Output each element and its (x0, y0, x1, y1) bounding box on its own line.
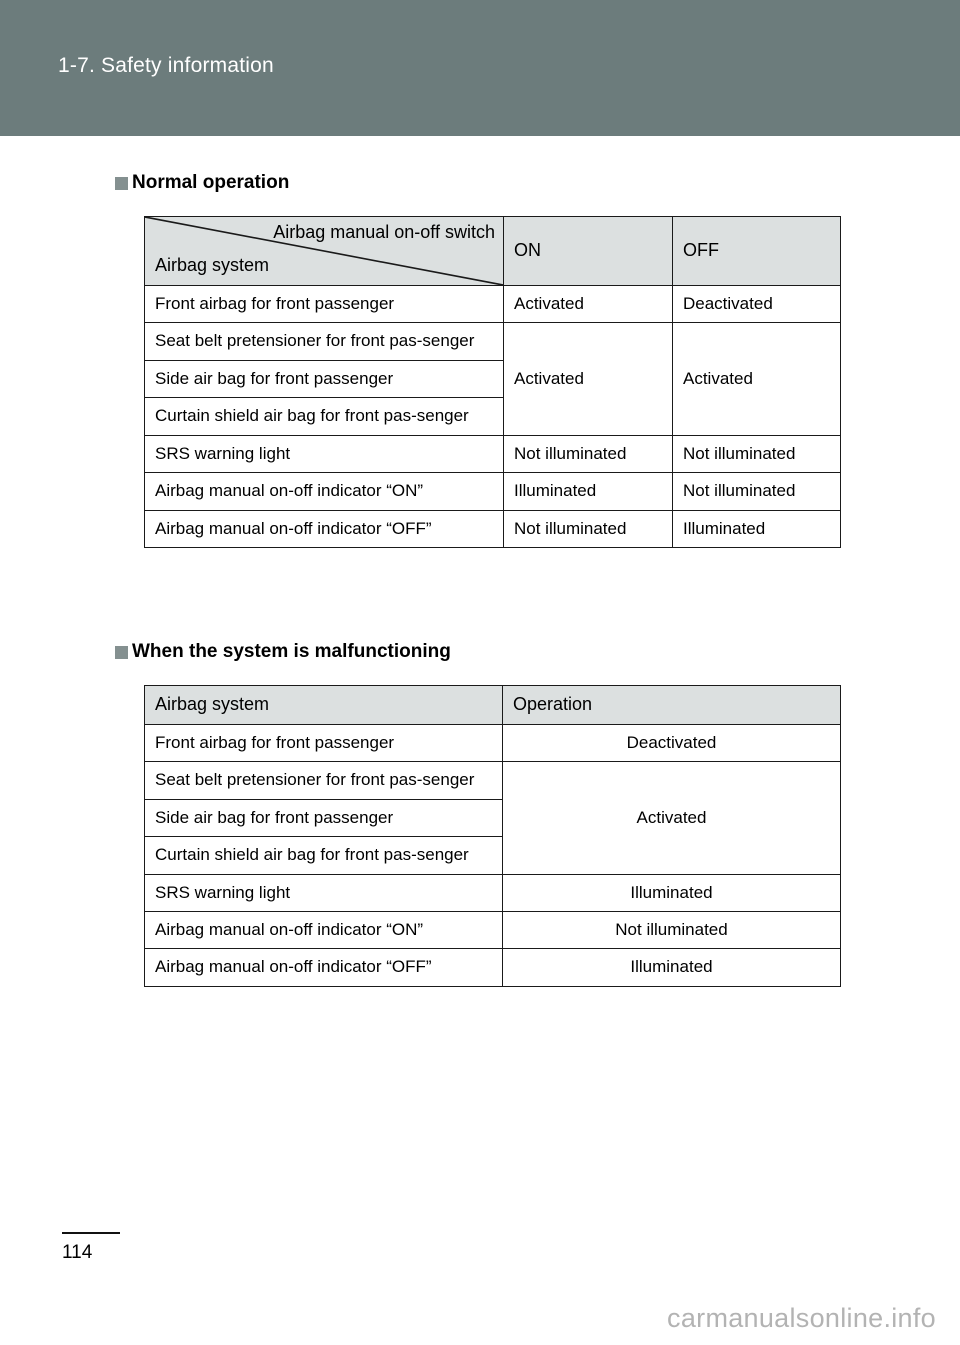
normal-operation-table (144, 216, 841, 548)
column-header-airbag-system: Airbag system (145, 686, 503, 725)
column-header-off: OFF (673, 217, 841, 286)
table-header-row (145, 686, 841, 725)
cell-on-merged: Activated (504, 323, 673, 435)
column-header-operation: Operation (503, 686, 841, 725)
cell-off-merged: Activated (673, 323, 841, 435)
row-label: Airbag manual on-off indicator “ON” (145, 911, 503, 948)
row-label: Airbag manual on-off indicator “OFF” (145, 510, 504, 547)
table-row (145, 724, 841, 761)
row-label: Airbag manual on-off indicator “OFF” (145, 949, 503, 986)
section-heading-label: Normal operation (132, 172, 290, 193)
row-label: Seat belt pretensioner for front pas-senger (145, 762, 503, 799)
cell-on: Activated (504, 286, 673, 323)
table-row (145, 510, 841, 547)
chapter-title: 1-7. Safety information (58, 54, 274, 77)
row-label: SRS warning light (145, 874, 503, 911)
row-label: SRS warning light (145, 435, 504, 472)
table-header-row (145, 217, 841, 286)
row-label: Side air bag for front passenger (145, 360, 504, 397)
table-row (145, 286, 841, 323)
cell-on: Not illuminated (504, 435, 673, 472)
page-number: 114 (62, 1242, 93, 1263)
cell-operation-merged: Activated (503, 762, 841, 874)
square-bullet-icon (115, 177, 128, 190)
table-row (145, 473, 841, 510)
row-label: Front airbag for front passenger (145, 724, 503, 761)
diagonal-corner-header-cell (145, 217, 504, 286)
cell-off: Deactivated (673, 286, 841, 323)
section-heading-malfunction (115, 641, 451, 663)
row-label: Airbag manual on-off indicator “ON” (145, 473, 504, 510)
section-heading-normal-operation (115, 172, 289, 194)
table-row (145, 323, 841, 360)
column-header-on: ON (504, 217, 673, 286)
table-row (145, 762, 841, 799)
footer-divider (62, 1232, 120, 1234)
cell-operation: Illuminated (503, 874, 841, 911)
section-heading-label: When the system is malfunctioning (132, 641, 451, 662)
cell-off: Illuminated (673, 510, 841, 547)
cell-off: Not illuminated (673, 435, 841, 472)
chapter-band (0, 0, 960, 136)
corner-bottom-label: Airbag system (155, 255, 270, 276)
corner-top-label: Airbag manual on-off switch (273, 222, 495, 242)
row-label: Curtain shield air bag for front pas-senger (145, 837, 503, 874)
cell-operation: Deactivated (503, 724, 841, 761)
table-row (145, 911, 841, 948)
row-label: Seat belt pretensioner for front pas-senger (145, 323, 504, 360)
square-bullet-icon (115, 646, 128, 659)
row-label: Curtain shield air bag for front pas-senger (145, 398, 504, 435)
cell-off: Not illuminated (673, 473, 841, 510)
table-row (145, 874, 841, 911)
cell-operation: Not illuminated (503, 911, 841, 948)
cell-on: Illuminated (504, 473, 673, 510)
watermark: carmanualsonline.info (667, 1303, 936, 1333)
malfunction-table (144, 685, 841, 987)
table-row (145, 435, 841, 472)
row-label: Side air bag for front passenger (145, 799, 503, 836)
cell-operation: Illuminated (503, 949, 841, 986)
row-label: Front airbag for front passenger (145, 286, 504, 323)
table-row (145, 949, 841, 986)
cell-on: Not illuminated (504, 510, 673, 547)
